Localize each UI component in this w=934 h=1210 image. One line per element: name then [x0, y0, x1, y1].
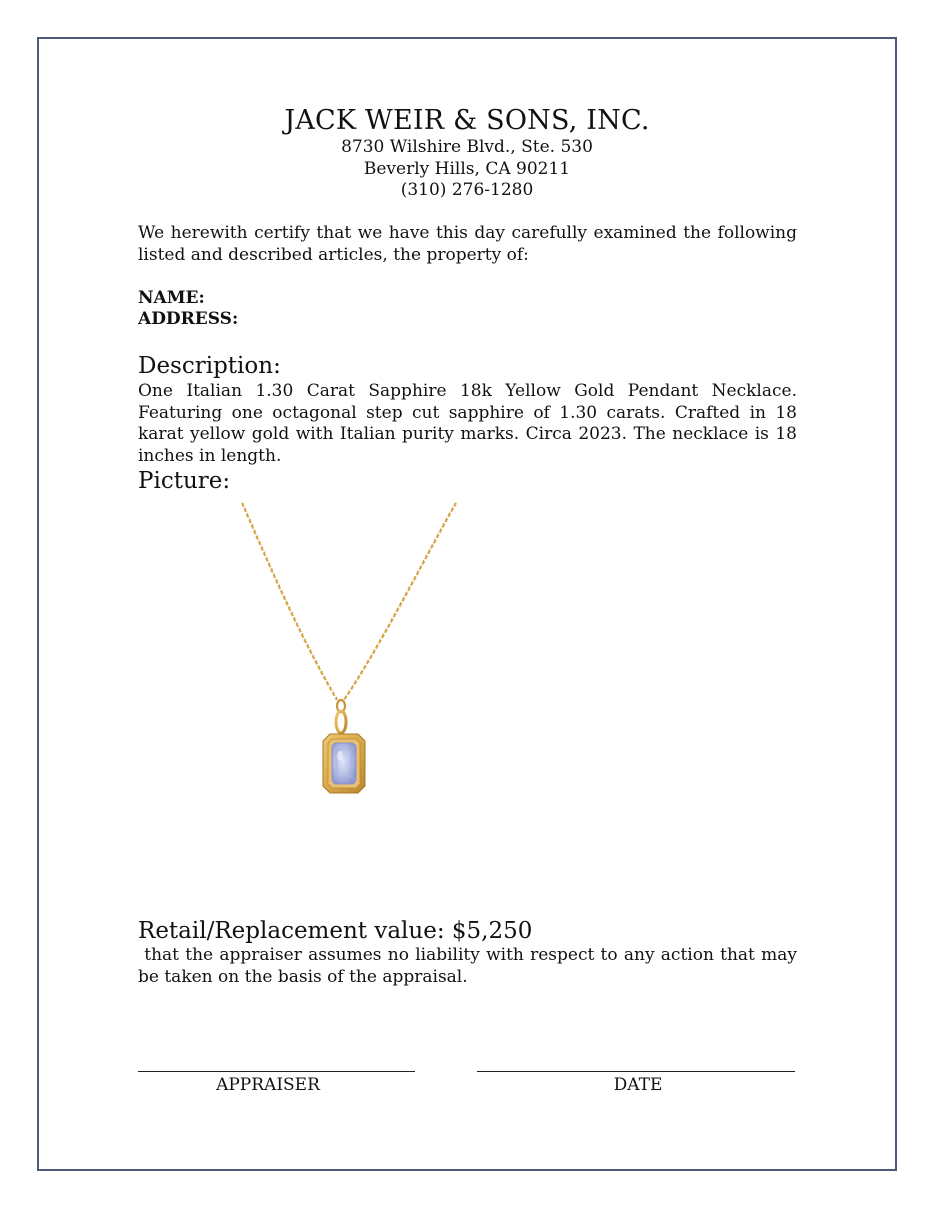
- company-name: JACK WEIR & SONS, INC.: [284, 105, 650, 136]
- company-phone: (310) 276-1280: [400, 180, 534, 200]
- appraiser-label: APPRAISER: [216, 1075, 320, 1095]
- date-signature-line: [477, 1071, 795, 1072]
- liability-disclaimer: that the appraiser assumes no liability with respect to any action that may be taken on the basis of the appraisal.: [138, 945, 803, 987]
- owner-name-label: NAME:: [138, 288, 205, 308]
- company-address-street: 8730 Wilshire Blvd., Ste. 530: [341, 137, 593, 157]
- owner-address-label: ADDRESS:: [138, 309, 239, 329]
- description-heading: Description:: [138, 353, 281, 379]
- necklace-photo: [230, 497, 470, 797]
- certification-intro: We herewith certify that we have this day carefully examined the following listed and described articles, the property of:: [138, 223, 797, 265]
- retail-value: Retail/Replacement value: $5,250: [138, 918, 533, 944]
- date-label: DATE: [613, 1075, 663, 1095]
- appraiser-signature-line: [138, 1071, 415, 1072]
- company-address-city: Beverly Hills, CA 90211: [363, 159, 571, 179]
- description-text: One Italian 1.30 Carat Sapphire 18k Yellow Gold Pendant Necklace. Featuring one octagonal step cut sapphire of 1.30 carats. Crafted in 18 karat yellow gold with Italian purity marks. Circa 2023. The necklace is 18 inches in length.: [138, 381, 797, 466]
- picture-heading: Picture:: [138, 468, 231, 494]
